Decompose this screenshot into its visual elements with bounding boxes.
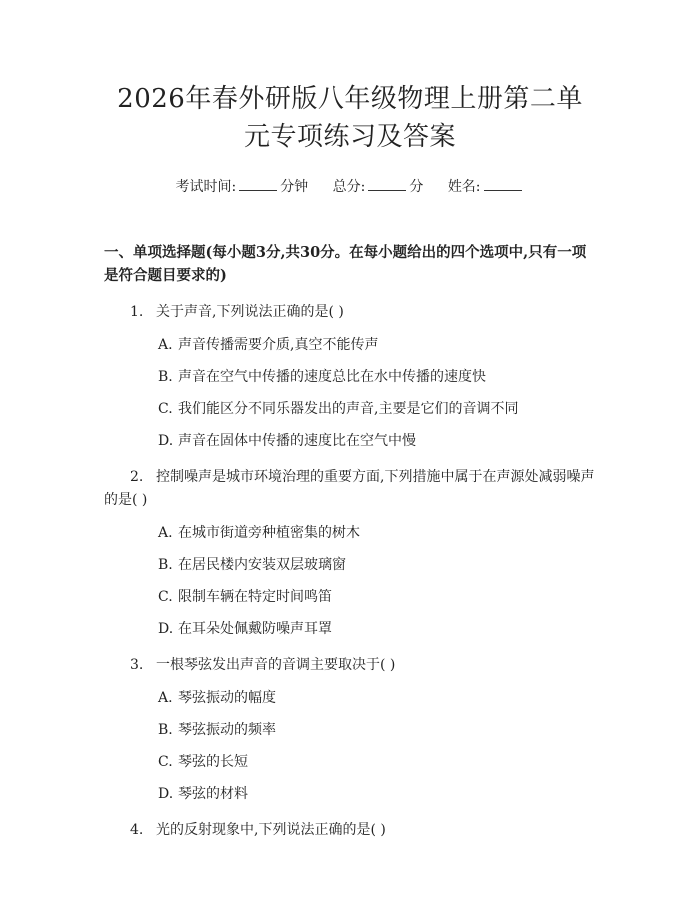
score-unit: 分 [409,179,424,195]
option-d: D. 声音在固体中传播的速度比在空气中慢 [158,433,416,449]
question-list [104,301,596,842]
option-d: D. 在耳朵处佩戴防噪声耳罩 [158,621,332,637]
exam-time [175,176,308,197]
question-number: 1. [130,304,144,320]
option-b: B. 声音在空气中传播的速度总比在水中传播的速度快 [158,369,486,385]
option-c: C. 我们能区分不同乐器发出的声音,主要是它们的音调不同 [158,401,519,417]
total-score [333,176,424,197]
student-name [448,176,525,197]
question-4 [104,819,596,842]
question-text: 控制噪声是城市环境治理的重要方面,下列措施中属于在声源处减弱噪声的是( ) [104,469,595,508]
question-1 [104,301,596,452]
exam-meta [104,176,596,197]
name-blank [484,176,522,191]
question-stem [104,654,596,677]
question-number: 4. [130,822,144,838]
option-b: B. 在居民楼内安装双层玻璃窗 [158,557,346,573]
score-blank [368,176,406,191]
section-heading: 一、单项选择题(每小题3分,共30分。在每小题给出的四个选项中,只有一项是符合题目要求的) [104,244,587,284]
option-b: B. 琴弦振动的频率 [158,722,276,738]
option-c: C. 限制车辆在特定时间鸣笛 [158,589,332,605]
time-unit: 分钟 [280,179,309,195]
option-d: D. 琴弦的材料 [158,786,248,802]
option-a: A. 琴弦振动的幅度 [158,690,276,706]
question-stem [104,819,596,842]
document-title: 2026年春外研版八年级物理上册第二单元专项练习及答案 [117,84,583,152]
question-text: 光的反射现象中,下列说法正确的是( ) [156,822,386,838]
time-blank [239,176,277,191]
question-stem [104,301,596,324]
name-label: 姓名: [447,179,481,195]
option-c: C. 琴弦的长短 [158,754,248,770]
question-text: 关于声音,下列说法正确的是( ) [156,304,344,320]
question-number: 3. [130,657,144,673]
question-number: 2. [130,469,144,485]
question-3 [104,654,596,805]
question-stem [104,466,596,512]
option-a: A. 在城市街道旁种植密集的树木 [158,525,360,541]
time-label: 考试时间: [175,179,237,195]
question-2 [104,466,596,640]
score-label: 总分: [332,179,366,195]
option-a: A. 声音传播需要介质,真空不能传声 [158,337,379,353]
question-text: 一根琴弦发出声音的音调主要取决于( ) [156,657,396,673]
